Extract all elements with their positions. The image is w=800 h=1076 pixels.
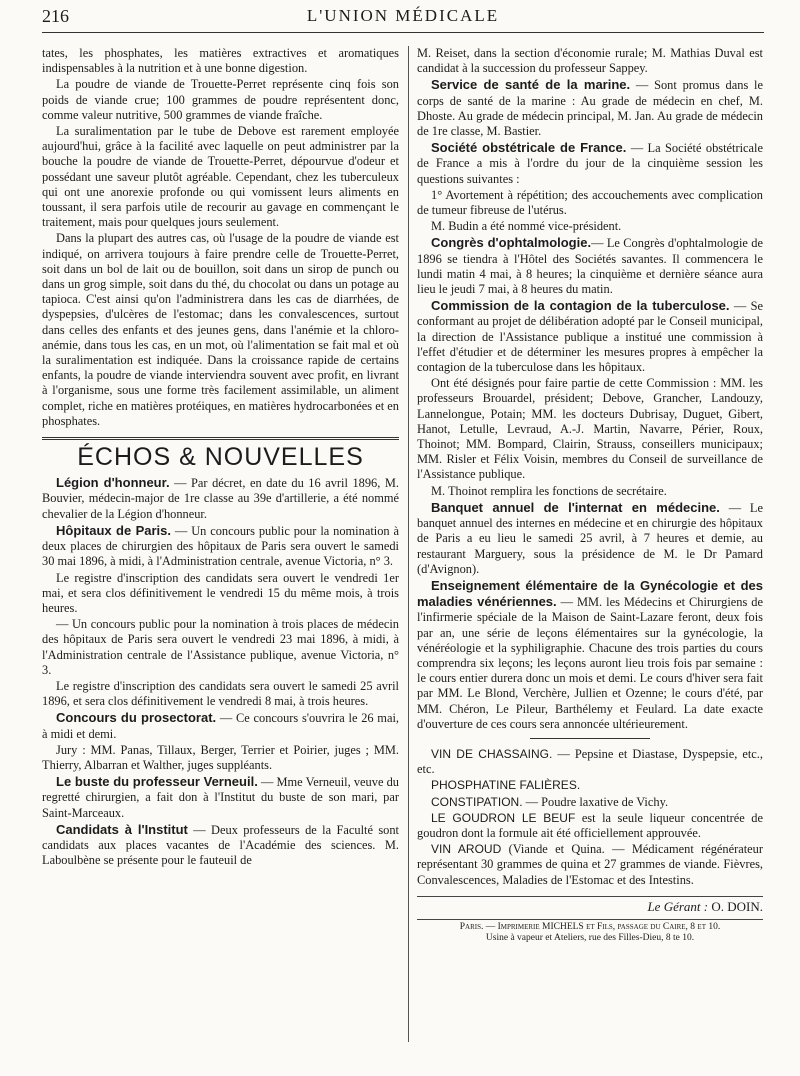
ad-body: — Poudre laxative de Vichy. [522,794,669,809]
news-heading: Commission de la contagion de la tuberculose. [431,298,730,314]
left-column [42,46,399,1034]
news-body: — Par décret, en date du 16 avril 1896, M. Bouvier, médecin-major de 1re classe au 39e d'artillerie, a été nommé chevalier de la Légion d'honneur. [42,476,399,521]
news-body: — Deux professeurs de la Faculté sont candidats aux places vacantes de l'Académie des sciences. M. Laboulbène se présente pour le fauteuil de [42,822,399,868]
advertisement [417,778,763,793]
paragraph: — Un concours public pour la nomination à trois places de médecin des hôpitaux de Paris sera ouvert le vendredi 23 mai 1896, à midi, à l'Administration centrale de l'Assistance publique, avenue Victoria, n° 3. [42,617,399,677]
news-body: — Le Congrès d'ophtalmologie de 1896 se tiendra à l'Hôtel des Sociétés savantes. Il commencera le lundi matin 4 mai, à 8 heures; la cinquième et dernière séance aura lieu le jeudi 7 mai, à 8 heures du matin. [417,236,763,297]
ad-body: (Viande et Quina. — Médicament régénérateur représentant 30 grammes de quina et 27 grammes de viande. Fièvres, Convalescences, Maladies de l'Estomac et des Intestins. [417,842,763,887]
news-body: — La Société obstétricale de France a mis à l'ordre du jour de la cinquième session les questions suivantes : [417,141,763,186]
gerant-label: Le Gérant : [647,898,709,914]
news-item [42,710,399,741]
imprint-line: Usine à vapeur et Ateliers, rue des Filles-Dieu, 8 te 10. [485,932,695,943]
ad-heading: VIN DE CHASSAING. [431,746,553,761]
news-heading: Candidats à l'Institut [56,821,188,837]
imprint-rule [417,919,763,920]
news-body: — Un concours public pour la nomination à deux places de chirurgien des hôpitaux de Paris sera ouvert le samedi 30 mai 1896, à midi, à l'Administration centrale, avenue Victoria, n° 3. [42,523,399,569]
right-column [417,46,763,1034]
news-item [42,822,399,869]
paragraph: 1° Avortement à répétition; des accouchements avec complication de tumeur fibreuse de l'utérus. [417,187,763,218]
running-head [42,6,764,30]
imprint-line: Paris. — Imprimerie MICHELS et Fils, passage du Caire, 8 et 10. [459,921,721,932]
news-item [42,475,399,522]
section-rule [42,437,399,440]
paragraph: Le registre d'inscription des candidats sera ouvert le vendredi 1er mai, et sera clos définitivement le vendredi 15 du même mois, à trois heures. [42,570,399,615]
paragraph: Ont été désignés pour faire partie de cette Commission : MM. les professeurs Brouardel, président; Debove, Grancher, Landouzy, Lannelongue, Potain; MM. les docteurs Dubrisay, Duguet, Gibert, Hanot, Letulle, Levraud, A.-J. Martin, Navarre, Périer, Roux, Thoinot; MM. Bompard, Clairin, Strauss, conseillers municipaux; MM. Risler et Félix Voisin, membres du Conseil de surveillance de l'Assistance publique. [417,376,763,482]
news-body: — Sont promus dans le corps de santé de la marine : Au grade de médecin en chef, M. Dhoste. Au grade de médecin principal, M. Jan. Au grade de médecin de 1re classe, M. Bastier. [417,78,763,139]
ad-heading: CONSTIPATION. [431,794,523,809]
news-item [417,578,763,732]
paragraph: La poudre de viande de Trouette-Perret représente cinq fois son poids de viande crue; 100 grammes de poudre représentent donc, comme valeur nutritive, 500 grammes de viande fraîche. [42,77,399,122]
column-divider [408,46,409,1042]
news-body: — MM. les Médecins et Chirurgiens de l'infirmerie spéciale de la Maison de Saint-Lazare feront, deux fois par an, une série de leçons élémentaires sur la gynécologie, la vénéréologie et la syphiligraphie. Chacune des trois parties du cours comprendra six leçons; les leçons auront lieu trois fois par semaine : le cours entier durera donc un mois et demi. Le cours d'hiver sera fait par MM. Le Blond, Verchère, Jullien et Ozenne; le cours d'été, par MM. Chéron, Le Pileur, Barthélemy et Feulard. La date exacte d'ouverture de ces cours sera annoncée ultérieurement. [417,595,763,731]
news-heading: Banquet annuel de l'internat en médecine. [431,499,720,515]
ad-body: est la seule liqueur concentrée de goudron dont la formule ait été officiellement approuvée. [417,810,763,840]
paragraph: M. Budin a été nommé vice-président. [431,219,622,234]
news-body: — Ce concours s'ouvrira le 26 mai, à midi et demi. [42,711,399,741]
advertisement [417,842,763,888]
gerant-name: O. DOIN. [711,898,763,914]
gerant-rule [417,896,763,897]
news-item [417,140,763,187]
paragraph: Dans la plupart des autres cas, où l'usage de la poudre de viande est indiqué, on arrivera toujours à faire prendre celle de Trouette-Perret, soit dans un bol de lait ou de bouillon, soit dans un sirop de punch ou dans un grog simple, soit dans du thé, du chocolat ou dans un potage au tapioca. C'est ainsi qu'on l'administrera dans les cas de diarrhées, de dyspepsies, d'ulcères de l'estomac; dans les convalescences, surtout dans celles des enfants et des jeunes gens, dans l'anémie et la chloro-anémie, dans tous les cas, en un mot, où l'alimentation se fait mal et où la suralimentation est indiquée. Dans la croissance rapide de certains enfants, la poudre de viande interviendra souvent avec profit, en livrant à l'organisme, sous une forme très facilement assimilable, un aliment complet, riche en matières protéiques, en matières hydrocarbonées et en phosphates. [42,231,399,428]
advertisement [417,811,763,841]
paragraph: tates, les phosphates, les matières extractives et aromatiques indispensables à la nutrition et à une bonne digestion. [42,46,399,76]
ad-heading: PHOSPHATINE FALIÈRES. [431,778,581,793]
news-heading: Le buste du professeur Verneuil. [56,774,258,790]
news-heading: Service de santé de la marine. [431,77,631,93]
news-body: — Se conformant au projet de délibération adopté par le Conseil municipal, la direction de l'Assistance publique a institué une commission à l'effet d'étudier et de déterminer les mesures propres à empêcher la contagion de la tuberculose dans les hôpitaux. [417,299,763,375]
gerant-line [417,899,763,914]
advertisement [417,795,763,810]
news-body: — Le banquet annuel des internes en médecine et en chirurgie des hôpitaux de Paris a eu lieu le samedi 25 avril, à 7 heures et demie, au restaurant Marguery, sous la présidence de M. le Dr Pamard (d'Avignon). [417,500,763,576]
paragraph: Jury : MM. Panas, Tillaux, Berger, Terrier et Poirier, juges ; MM. Thierry, Albarran et Walther, juges suppléants. [42,742,399,772]
advertisement [417,747,763,777]
news-heading: Société obstétricale de France. [431,140,627,156]
news-item [417,298,763,375]
paragraph: La suralimentation par le tube de Debove est rarement employée aujourd'hui, grâce à la facilité avec laquelle on peut administrer par la bouche la poudre de viande de Trouette-Perret, dépourvue d'odeur et possédant une saveur plutôt agréable. Cependant, chez les tuberculeux qui ont une anorexie profonde ou qui vomissent leurs aliments en toussant, il sera parfois utile de recourir au gavage en commençant le traitement, mais pour quelques jours seulement. [42,124,399,230]
page-number: 216 [42,6,69,26]
section-title: ÉCHOS & NOUVELLES [77,443,364,472]
ads-rule [530,738,650,739]
news-heading: Hôpitaux de Paris. [56,522,172,538]
paragraph: M. Thoinot remplira les fonctions de secrétaire. [431,483,667,498]
news-item [42,774,399,821]
ad-heading: LE GOUDRON LE BEUF [431,810,576,825]
ad-heading: VIN AROUD [431,842,502,857]
news-item [417,235,763,297]
paragraph: M. Reiset, dans la section d'économie rurale; M. Mathias Duval est candidat à la succession du professeur Sappey. [417,46,763,76]
news-item [42,523,399,570]
news-body: — Mme Verneuil, veuve du regretté chirurgien, a fait don à l'Institut du buste de son mari, par Saint-Marceaux. [42,775,399,820]
ad-body: — Pepsine et Diastase, Dyspepsie, etc., etc. [417,746,763,777]
news-heading: Congrès d'ophtalmologie. [431,235,592,251]
news-item [417,77,763,139]
news-heading: Concours du prosectorat. [56,710,217,726]
header-rule [42,32,764,33]
news-item [417,500,763,577]
news-heading: Légion d'honneur. [56,475,170,491]
news-heading: Enseignement élémentaire de la Gynécologie et des maladies vénériennes. [417,577,763,610]
paragraph: Le registre d'inscription des candidats sera ouvert le samedi 25 avril 1896, et sera clos définitivement le vendredi 8 mai, à trois heures. [42,678,399,709]
journal-title: L'UNION MÉDICALE [306,6,500,25]
